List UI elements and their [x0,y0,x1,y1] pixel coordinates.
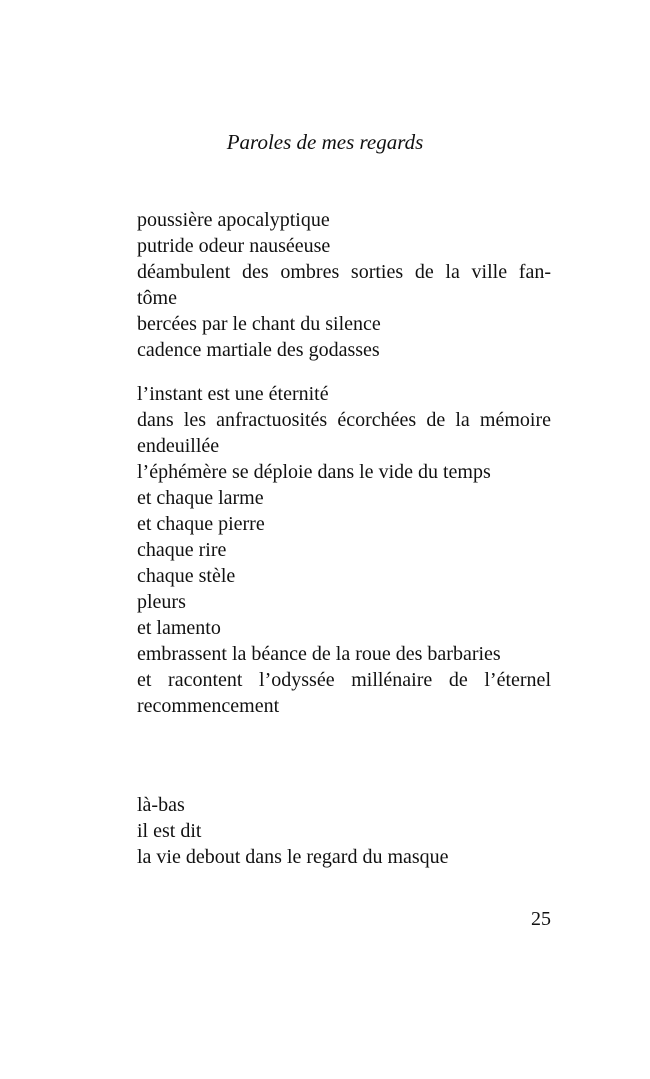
verse-line: tôme [137,287,177,309]
verse-line: chaque rire [137,539,227,561]
verse-line: embrassent la béance de la roue des barbaries [137,643,501,665]
verse-line: endeuillée [137,435,220,457]
verse-line: l’instant est une éternité [137,383,329,405]
verse-line: chaque stèle [137,565,236,587]
verse-line: là-bas [137,794,185,816]
verse-line: bercées par le chant du silence [137,313,381,335]
stanza-2 [137,381,551,719]
verse-line: et lamento [137,617,221,639]
verse-line: poussière apocalyptique [137,209,330,231]
verse-line: et chaque pierre [137,513,265,535]
page-number: 25 [531,908,551,930]
verse-line: déambulent des ombres sorties de la ville fan- [137,261,551,283]
running-head: Paroles de mes regards [226,130,424,154]
verse-line: la vie debout dans le regard du masque [137,846,449,868]
verse-line: putride odeur nauséeuse [137,235,331,257]
verse-line: et racontent l’odyssée millénaire de l’éternel [137,669,551,691]
verse-line: pleurs [137,591,186,613]
stanza-1 [137,207,551,363]
verse-line: l’éphémère se déploie dans le vide du temps [137,461,491,483]
verse-line: recommencement [137,695,280,717]
verse-line: il est dit [137,820,202,842]
stanza-3 [137,792,551,870]
verse-line: cadence martiale des godasses [137,339,380,361]
verse-line: dans les anfractuosités écorchées de la mémoire [137,409,551,431]
verse-line: et chaque larme [137,487,264,509]
